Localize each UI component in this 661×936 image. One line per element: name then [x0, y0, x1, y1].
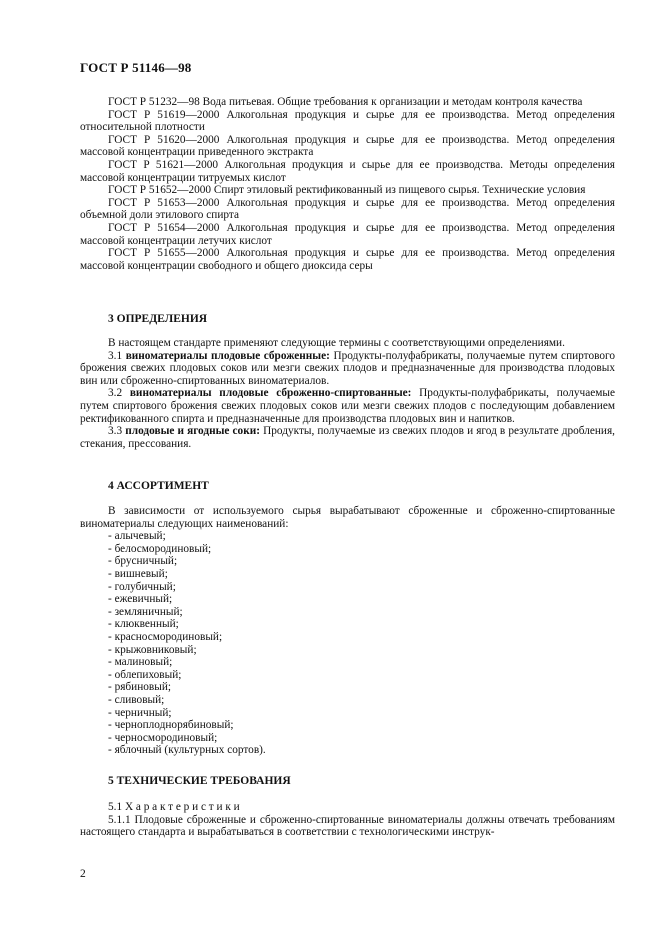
definition-term: виноматериалы плодовые сброженные:	[125, 349, 330, 362]
list-item: - алычевый;	[108, 530, 166, 543]
section-3-intro: В настоящем стандарте применяют следующие термины с соответствующими определениями.	[108, 337, 565, 349]
reference-item: ГОСТ Р 51621—2000 Алкогольная продукция и сырье для ее производства. Методы определения массовой концентрации титруемых кислот	[80, 158, 615, 184]
list-item: - облепиховый;	[108, 668, 182, 681]
section-3-body	[80, 337, 615, 450]
list-item: - красносмородиновый;	[108, 630, 223, 643]
section-4-body	[80, 505, 615, 757]
list-item: - черносмородиновый;	[108, 731, 218, 744]
definition-number: 3.2	[108, 387, 123, 400]
subsection-number: 5.1	[108, 801, 123, 813]
list-item: - малиновый;	[108, 656, 173, 669]
page-number: 2	[80, 868, 86, 880]
document-header: ГОСТ Р 51146—98	[80, 60, 192, 75]
list-item: - вишневый;	[108, 567, 168, 580]
definition-term: плодовые и ягодные соки:	[125, 425, 260, 438]
list-item: - голубичный;	[108, 580, 176, 593]
section-5-body	[80, 801, 615, 839]
definition-3-1	[80, 350, 615, 388]
reference-item: ГОСТ Р 51652—2000 Спирт этиловый ректификованный из пищевого сырья. Технические условия	[108, 184, 586, 197]
reference-item: ГОСТ Р 51619—2000 Алкогольная продукция и сырье для ее производства. Метод определения относительной плотности	[80, 108, 615, 134]
definition-text: Продукты, получаемые из свежих плодов и ягод в результате дробления, стекания, прессования.	[80, 425, 616, 450]
list-item: - яблочный (культурных сортов).	[108, 744, 266, 757]
definition-3-3	[80, 425, 615, 450]
normative-references	[80, 96, 615, 272]
list-item: - крыжовниковый;	[108, 643, 197, 656]
reference-item: ГОСТ Р 51232—98 Вода питьевая. Общие требования к организации и методам контроля качества	[108, 96, 583, 108]
section-3-heading: 3 ОПРЕДЕЛЕНИЯ	[108, 313, 208, 325]
list-item: - ежевичный;	[108, 593, 173, 606]
section-4-heading: 4 АССОРТИМЕНТ	[108, 480, 209, 492]
list-item: - рябиновый;	[108, 681, 172, 694]
subsection-5-1	[80, 801, 615, 814]
definition-text: Продукты-полуфабрикаты, получаемые путем спиртового брожения свежих плодовых соков или мезги свежих плодов и предназначенные для производства плодовых вин или сброженно-спиртованных виноматериалов.	[80, 349, 616, 387]
definition-number: 3.1	[108, 349, 123, 362]
definition-text: Продукты-полуфабрикаты, получаемые путем спиртового брожения свежих плодовых соков или мезги свежих плодов с последующим добавлением ректификованного спирта и предназначенные для производства плодовых вин и напитков.	[80, 387, 615, 425]
definition-term: виноматериалы плодовые сброженно-спиртованные:	[129, 387, 412, 400]
list-item: - земляничный;	[108, 605, 183, 618]
paragraph-5-1-1: 5.1.1 Плодовые сброженные и сброженно-спиртованные виноматериалы должны отвечать требованиям настоящего стандарта и вырабатываться в соответствии с технологическими инструк-	[80, 813, 615, 839]
reference-item: ГОСТ Р 51654—2000 Алкогольная продукция и сырье для ее производства. Метод определения массовой концентрации летучих кислот	[80, 221, 615, 247]
definition-3-2	[80, 387, 615, 425]
list-item: - черничный;	[108, 706, 172, 719]
reference-item: ГОСТ Р 51620—2000 Алкогольная продукция и сырье для ее производства. Метод определения массовой концентрации приведенного экстракта	[80, 133, 615, 159]
reference-item: ГОСТ Р 51655—2000 Алкогольная продукция и сырье для ее производства. Метод определения массовой концентрации свободного и общего диоксида серы	[80, 247, 615, 272]
assortment-list	[80, 530, 615, 757]
list-item: - брусничный;	[108, 555, 178, 568]
list-item: - клюквенный;	[108, 618, 179, 631]
definition-number: 3.3	[108, 425, 123, 438]
list-item: - черноплоднорябиновый;	[108, 719, 234, 732]
list-item: - сливовый;	[108, 693, 165, 706]
section-5-heading: 5 ТЕХНИЧЕСКИЕ ТРЕБОВАНИЯ	[108, 775, 291, 787]
reference-item: ГОСТ Р 51653—2000 Алкогольная продукция и сырье для ее производства. Метод определения объемной доли этилового спирта	[80, 196, 615, 222]
list-item: - белосмородиновый;	[108, 542, 212, 555]
subsection-title: Характеристики	[124, 801, 243, 813]
section-4-intro: В зависимости от используемого сырья вырабатывают сброженные и сброженно-спиртованные виноматериалы следующих наименований:	[80, 505, 615, 530]
